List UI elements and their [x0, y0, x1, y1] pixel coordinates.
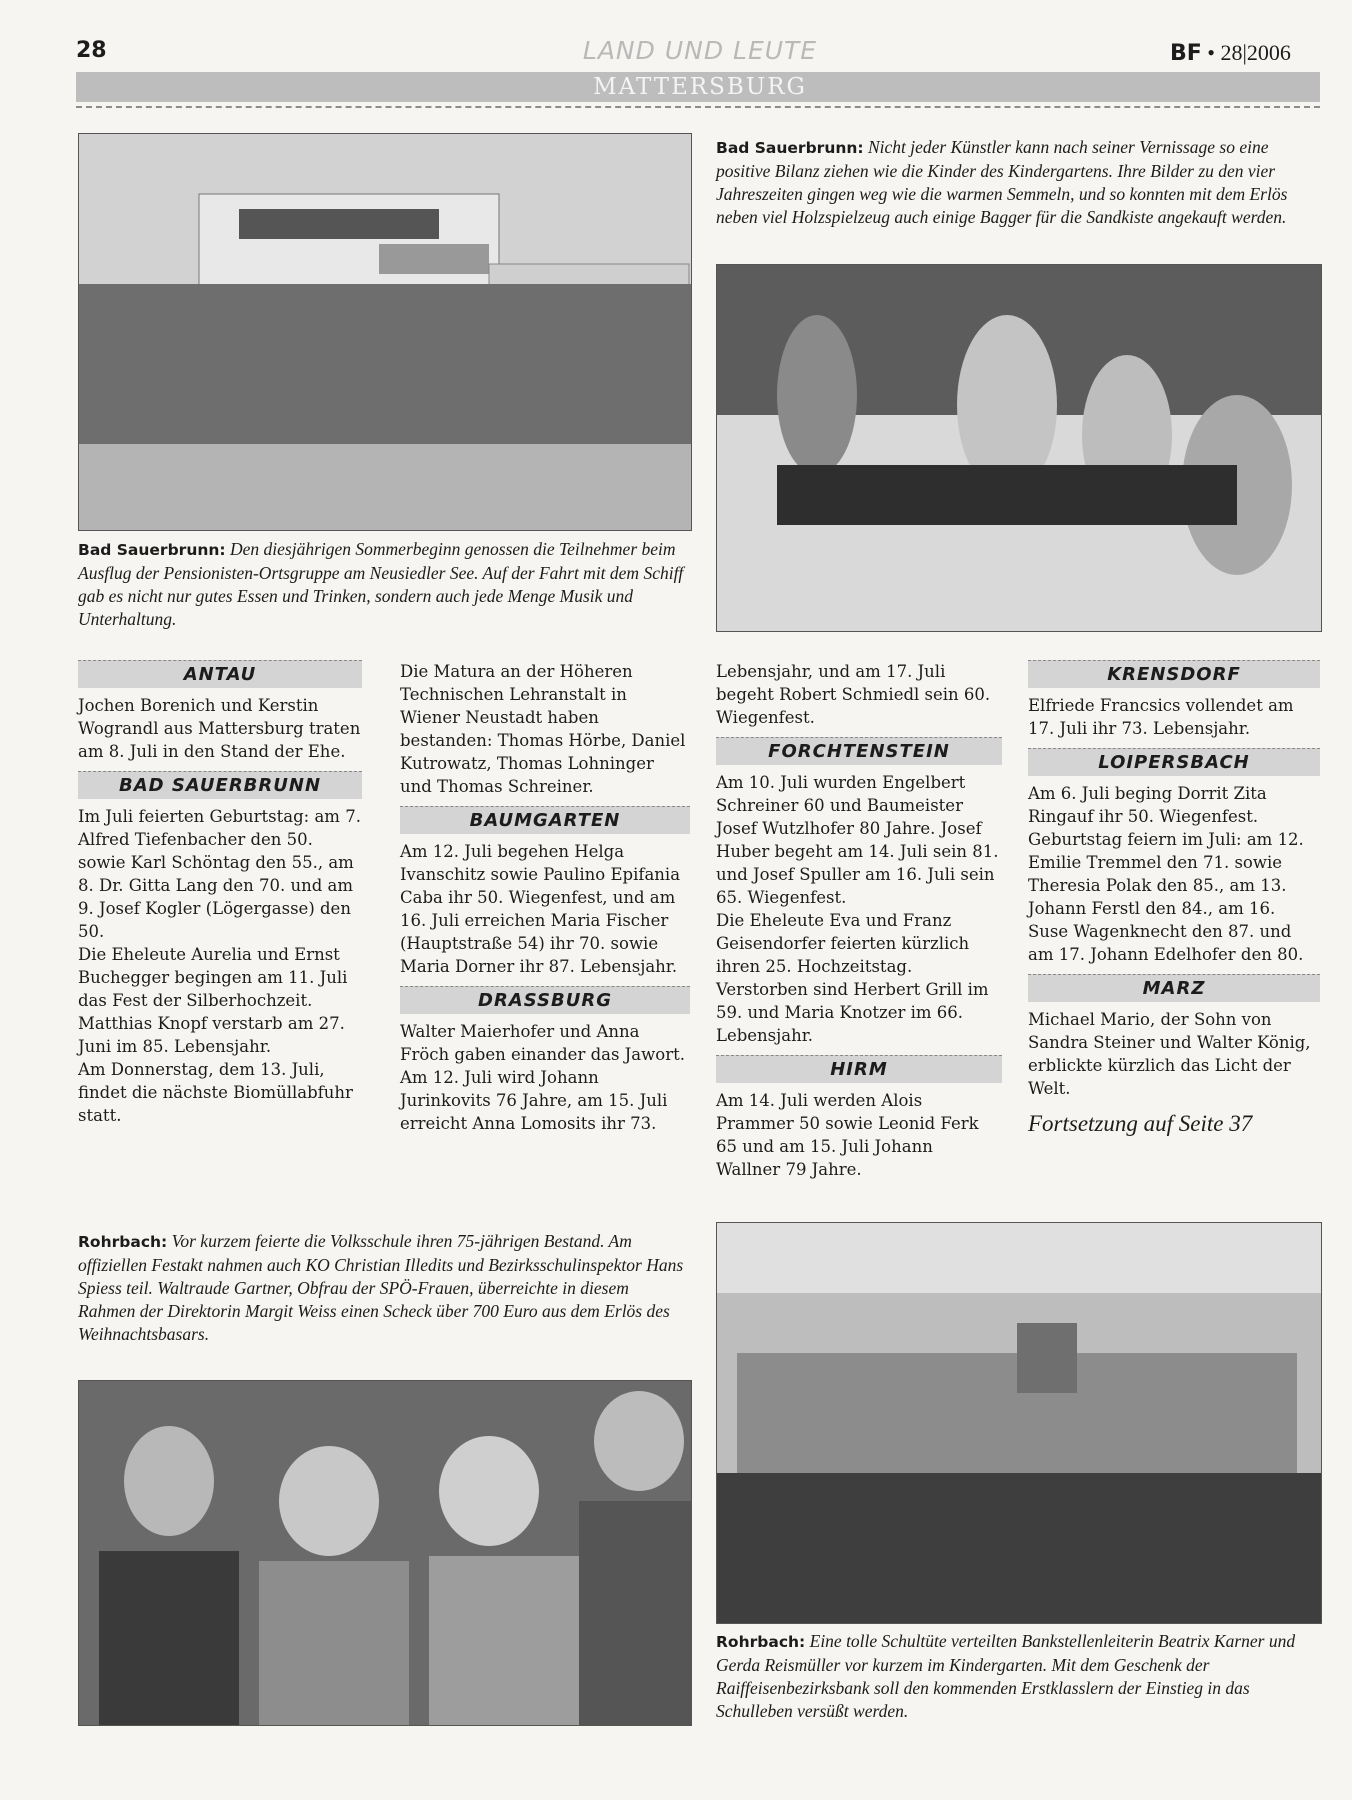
region-title: MATTERSBURG: [593, 74, 807, 100]
page-number: 28: [76, 38, 107, 63]
heading-loipersbach: LOIPERSBACH: [1028, 748, 1320, 776]
heading-forchtenstein: FORCHTENSTEIN: [716, 737, 1002, 765]
caption-boat-text: Den diesjährigen Sommerbeginn genossen die Teilnehmer beim Ausflug der Pensionisten-Ortsgruppe am Neusiedler See. Auf der Fahrt mit dem Schiff gab es nicht nur gutes Essen und Trinken, sondern auch jede Menge Musik und Unterhaltung.: [78, 539, 684, 629]
column-4: [1028, 660, 1320, 1135]
text-forchtenstein-2: Die Eheleute Eva und Franz Geisendorfer feierten kürzlich ihren 25. Hochzeitstag.: [716, 911, 970, 976]
heading-hirm: HIRM: [716, 1055, 1002, 1083]
caption-boat-place: Bad Sauerbrunn:: [78, 541, 226, 559]
issue-number: 28|2006: [1220, 40, 1291, 65]
caption-school-place: Rohrbach:: [78, 1233, 168, 1251]
caption-kids-text: Nicht jeder Künstler kann nach seiner Vernissage so eine positive Bilanz ziehen wie die Kinder des Kindergartens. Ihre Bilder zu den vier Jahreszeiten gingen weg wie die warmen Semmeln, und so konnten mit dem Erlös neben viel Holzspielzeug auch einige Bagger für die Sandkiste angekauft werden.: [716, 137, 1288, 227]
heading-bad-sauerbrunn: BAD SAUERBRUNN: [78, 771, 362, 799]
caption-school-text: Vor kurzem feierte die Volksschule ihren 75-jährigen Bestand. Am offiziellen Festakt nahmen auch KO Christian Illedits und Bezirksschulinspektor Hans Spiess teil. Waltraude Gartner, Obfrau der SPÖ-Frauen, überreichte in diesem Rahmen der Direktorin Margit Weiss einen Scheck über 700 Euro aus dem Erlös des Weihnachtsbasars.: [78, 1231, 684, 1344]
caption-kindergarten-place: Rohrbach:: [716, 1633, 806, 1651]
heading-krensdorf: KRENSDORF: [1028, 660, 1320, 688]
caption-kindergarten-text: Eine tolle Schultüte verteilten Bankstellenleiterin Beatrix Karner und Gerda Reismüller vor kurzem im Kindergarten. Mit dem Geschenk der Raiffeisenbezirksbank soll den kommenden Erstklasslern der Einstieg in das Schulleben versüßt werden.: [716, 1631, 1296, 1721]
column-1: [78, 660, 362, 1127]
text-hirm: Am 14. Juli werden Alois Prammer 50 sowie Leonid Ferk 65 und am 15. Juli Johann Wallner 79 Jahre.: [716, 1091, 979, 1179]
caption-boat: [78, 538, 690, 631]
text-drassburg-1: Walter Maierhofer und Anna Fröch gaben einander das Jawort.: [400, 1022, 685, 1064]
heading-baumgarten: BAUMGARTEN: [400, 806, 690, 834]
section-title: LAND UND LEUTE: [582, 36, 818, 65]
text-sauerbrunn-3: Matthias Knopf verstarb am 27. Juni im 85. Lebensjahr.: [78, 1014, 345, 1056]
photo-kindergarten: [716, 1222, 1322, 1624]
photo-boat-group: [78, 133, 692, 531]
heading-marz: MARZ: [1028, 974, 1320, 1002]
text-forchtenstein-3: Verstorben sind Herbert Grill im 59. und Maria Knotzer im 66. Lebensjahr.: [716, 980, 989, 1045]
text-loipersbach-1: Am 6. Juli beging Dorrit Zita Ringauf ihr 50. Wiegenfest.: [1028, 784, 1267, 826]
header-divider: [76, 106, 1320, 108]
text-sauerbrunn-4: Am Donnerstag, dem 13. Juli, findet die nächste Biomüllabfuhr statt.: [78, 1060, 353, 1125]
heading-antau: ANTAU: [78, 660, 362, 688]
heading-drassburg: DRASSBURG: [400, 986, 690, 1014]
caption-school: [78, 1230, 690, 1346]
text-sauerbrunn-2: Die Eheleute Aurelia und Ernst Buchegger begingen am 11. Juli das Fest der Silberhochzeit.: [78, 945, 348, 1010]
caption-kindergarten: [716, 1630, 1320, 1723]
issue-info: BF • 28|2006: [1170, 40, 1291, 66]
publication-name: BF: [1170, 41, 1202, 66]
text-drassburg-2: Am 12. Juli wird Johann Jurinkovits 76 Jahre, am 15. Juli erreicht Anna Lomosits ihr 73.: [400, 1068, 668, 1133]
text-lebensjahr: Lebensjahr, und am 17. Juli begeht Robert Schmiedl sein 60. Wiegenfest.: [716, 662, 991, 727]
text-loipersbach-2: Geburtstag feiern im Juli: am 12. Emilie Tremmel den 71. sowie Theresia Polak den 85., am 13. Johann Ferstl den 84., am 16. Suse Wagenknecht den 87. und am 17. Johann Edelhofer den 80.: [1028, 830, 1304, 964]
caption-kids: [716, 136, 1316, 229]
photo-kids-sandbox: [716, 264, 1322, 632]
column-2: [400, 660, 690, 1135]
text-forchtenstein-1: Am 10. Juli wurden Engelbert Schreiner 60 und Baumeister Josef Wutzlhofer 80 Jahre. Josef Huber begeht am 14. Juli sein 81. und Josef Spuller am 16. Juli sein 65. Wiegenfest.: [716, 773, 999, 907]
text-marz: Michael Mario, der Sohn von Sandra Steiner und Walter König, erblickte kürzlich das Licht der Welt.: [1028, 1010, 1311, 1098]
photo-school-festakt: [78, 1380, 692, 1726]
column-3: [716, 660, 1002, 1181]
text-sauerbrunn-1: Im Juli feierten Geburtstag: am 7. Alfred Tiefenbacher den 50. sowie Karl Schöntag den 55., am 8. Dr. Gitta Lang den 70. und am 9. Josef Kogler (Lögergasse) den 50.: [78, 807, 361, 941]
text-antau: Jochen Borenich und Kerstin Wograndl aus Mattersburg traten am 8. Juli in den Stand der Ehe.: [78, 696, 361, 761]
text-matura: Die Matura an der Höheren Technischen Lehranstalt in Wiener Neustadt haben bestanden: Thomas Hörbe, Daniel Kutrowatz, Thomas Lohninger und Thomas Schreiner.: [400, 662, 686, 796]
text-baumgarten: Am 12. Juli begehen Helga Ivanschitz sowie Paulino Epifania Caba ihr 50. Wiegenfest, und am 16. Juli erreichen Maria Fischer (Hauptstraße 54) ihr 70. sowie Maria Dorner ihr 87. Lebensjahr.: [400, 842, 681, 976]
text-krensdorf: Elfriede Francsics vollendet am 17. Juli ihr 73. Lebensjahr.: [1028, 696, 1294, 738]
continued-note: Fortsetzung auf Seite 37: [1028, 1111, 1253, 1136]
caption-kids-place: Bad Sauerbrunn:: [716, 139, 864, 157]
